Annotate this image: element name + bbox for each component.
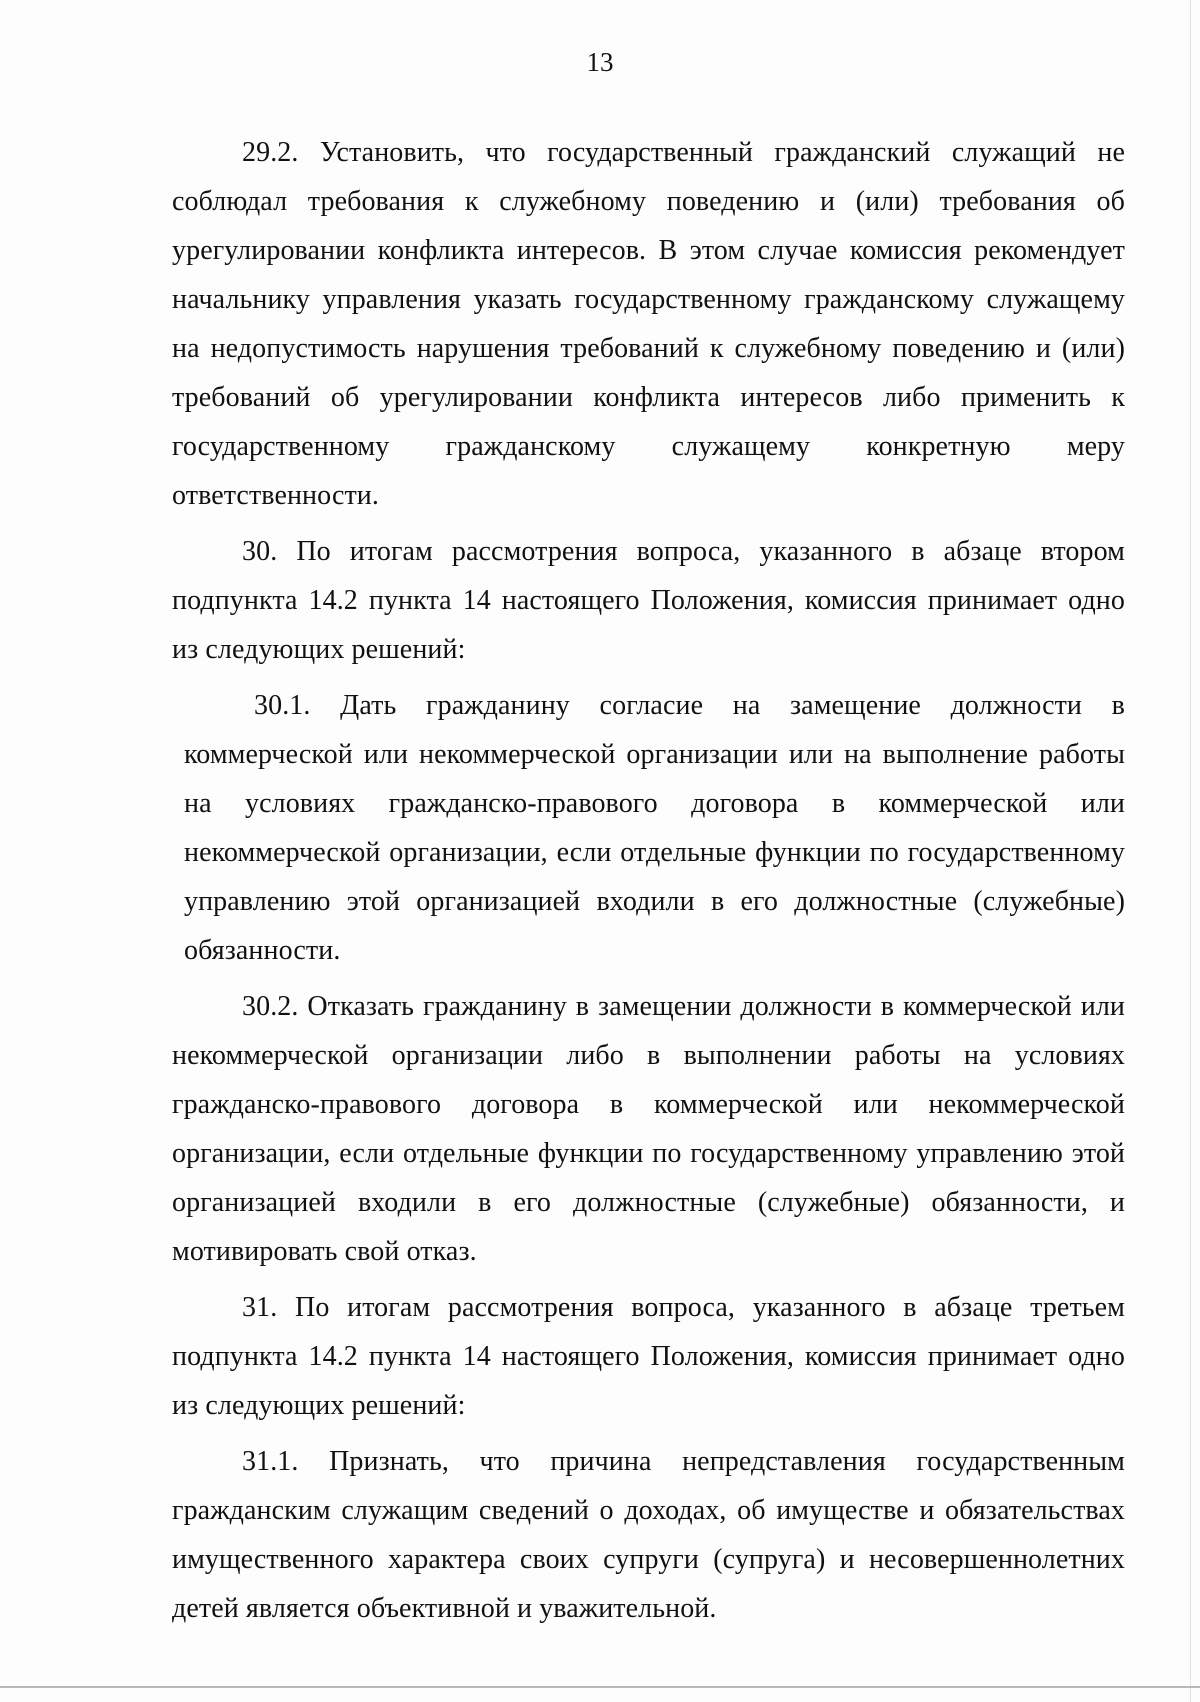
scan-edge-line xyxy=(1190,0,1191,1702)
paragraph-30-2: 30.2. Отказать гражданину в замещении должности в коммерческой или некоммерческой организации либо в выполнении работы на условиях гражданско-правового договора в коммерческой или некоммерческой организации, если отдельные функции по государственному управлению этой организацией входили в его должностные (служебные) обязанности, и мотивировать свой отказ. xyxy=(172,991,1125,1267)
page-number: 13 xyxy=(586,47,614,77)
paragraph-30: 30. По итогам рассмотрения вопроса, указанного в абзаце втором подпункта 14.2 пункта 14 настоящего Положения, комиссия принимает одно из следующих решений: xyxy=(172,536,1125,665)
paragraph-29-2: 29.2. Установить, что государственный гражданский служащий не соблюдал требования к служебному поведению и (или) требования об урегулировании конфликта интересов. В этом случае комиссия рекомендует начальнику управления указать государственному гражданскому служащему на недопустимость нарушения требований к служебному поведению и (или) требований об урегулировании конфликта интересов либо применить к государственному гражданскому служащему конкретную меру ответственности. xyxy=(172,137,1125,511)
paragraph-30-1: 30.1. Дать гражданину согласие на замещение должности в коммерческой или некоммерческой организации или на выполнение работы на условиях гражданско-правового договора в коммерческой или некоммерческой организации, если отдельные функции по государственному управлению этой организацией входили в его должностные (служебные) обязанности. xyxy=(184,690,1125,966)
document-body xyxy=(172,128,1125,1633)
paragraph-31: 31. По итогам рассмотрения вопроса, указанного в абзаце третьем подпункта 14.2 пункта 14 настоящего Положения, комиссия принимает одно из следующих решений: xyxy=(172,1292,1125,1421)
scan-bottom-line xyxy=(0,1686,1200,1688)
paragraph-31-1: 31.1. Признать, что причина непредставления государственным гражданским служащим сведений о доходах, об имуществе и обязательствах имущественного характера своих супруги (супруга) и несовершеннолетних детей является объективной и уважительной. xyxy=(172,1446,1125,1624)
